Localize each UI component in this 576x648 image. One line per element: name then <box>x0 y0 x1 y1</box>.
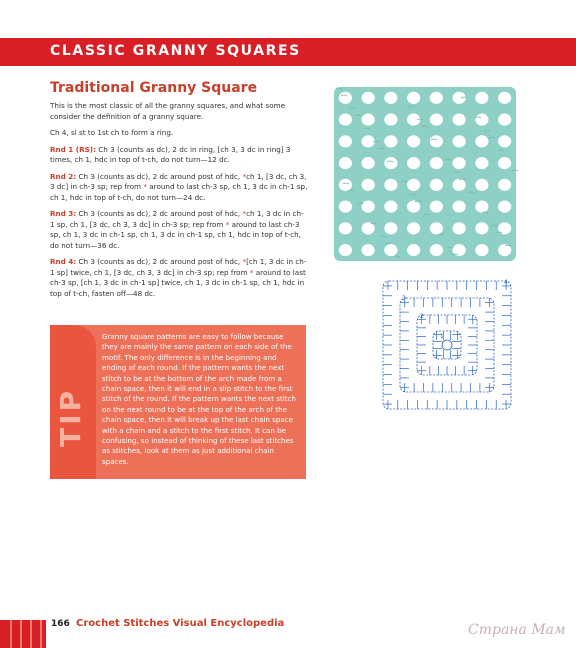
tip-text: Granny square patterns are easy to follow because they are mainly the same pattern on each side of the motif. The only difference is in the beginning and ending of each round. If the pattern wants the next stitch to be at the bottom of the arch made from a chain space, then it will end in a slip stitch to the first stitch of the round. If the pattern wants the next stitch on the next round to be at the top of the arch of the chain space, then it will break up the last chain space with a chain and a stitch to the first stitch. It can be confusing, so instead of thinking of these last stitches as stitches, look at them as just additional chain spaces. <box>102 332 296 466</box>
yarn-hole <box>407 222 420 234</box>
yarn-hole <box>475 201 488 213</box>
round-3-instruction <box>50 209 308 251</box>
yarn-hole <box>453 222 466 234</box>
repeat-star: * <box>225 219 230 229</box>
round-label: Rnd 1 (RS): <box>50 144 96 154</box>
article-title: Traditional Granny Square <box>50 80 258 96</box>
tip-box <box>50 325 306 479</box>
round-text: Ch 3 (counts as dc), 2 dc around post of hdc, <box>76 171 243 181</box>
diagram-round-label: 1 <box>440 333 444 340</box>
round-1-instruction <box>50 145 308 166</box>
book-title: Crochet Stitches Visual Encyclopedia <box>76 618 285 629</box>
stitch-diagram <box>374 272 520 418</box>
yarn-hole <box>362 135 375 147</box>
yarn-hole <box>407 244 420 256</box>
tip-label: TIP <box>54 387 87 447</box>
yarn-hole <box>453 114 466 126</box>
yarn-hole <box>430 179 443 191</box>
round-text: around to last ch-3 sp, ch 1, 3 dc in ch-1 sp, ch 1, hdc in top of t-ch, do not turn—24 dc. <box>50 182 308 202</box>
yarn-hole <box>362 244 375 256</box>
round-4-instruction <box>50 257 308 299</box>
round-label: Rnd 4: <box>50 257 77 266</box>
yarn-hole <box>475 222 488 234</box>
diagram-round <box>400 298 494 392</box>
yarn-hole <box>384 135 397 147</box>
tip-side-panel <box>50 325 96 479</box>
diagram-round-label: 4 <box>504 279 508 286</box>
yarn-hole <box>339 244 352 256</box>
yarn-hole <box>362 157 375 169</box>
yarn-hole <box>498 92 511 104</box>
yarn-hole <box>407 201 420 213</box>
yarn-hole <box>430 92 443 104</box>
yarn-hole <box>407 179 420 191</box>
yarn-hole <box>384 92 397 104</box>
yarn-hole <box>453 201 466 213</box>
yarn-hole <box>475 244 488 256</box>
yarn-hole <box>339 92 352 104</box>
round-text: Ch 3 (counts as dc), 2 dc in ring, [ch 3, 3 dc in ring] 3 times, ch 1, hdc in top of t-ch, do not turn—12 dc. <box>50 144 291 164</box>
page-number: 166 <box>51 619 70 629</box>
yarn-hole <box>339 201 352 213</box>
round-text: Ch 3 (counts as dc), 2 dc around post of hdc, <box>76 257 243 266</box>
yarn-hole <box>498 135 511 147</box>
yarn-hole <box>407 157 420 169</box>
yarn-hole <box>498 201 511 213</box>
repeat-star: * <box>143 182 147 191</box>
yarn-hole <box>475 135 488 147</box>
repeat-star: * <box>249 267 254 277</box>
yarn-hole <box>430 157 443 169</box>
round-2-instruction <box>50 172 308 204</box>
yarn-hole <box>362 201 375 213</box>
yarn-hole <box>384 157 397 169</box>
repeat-star: * <box>242 257 247 266</box>
yarn-hole <box>475 92 488 104</box>
yarn-hole <box>430 135 443 147</box>
yarn-hole <box>498 157 511 169</box>
round-text: Ch 3 (counts as dc), 2 dc around post of hdc, <box>76 209 243 218</box>
yarn-hole <box>453 92 466 104</box>
yarn-hole <box>339 135 352 147</box>
round-text: [ch 1, 3 dc in ch-1 sp] twice, ch 1, [3 dc, ch 3, 3 dc] in ch-3 sp; rep from <box>50 257 307 277</box>
granny-square-photo <box>330 84 520 264</box>
setup-instruction: Ch 4, sl st to 1st ch to form a ring. <box>50 128 174 137</box>
yarn-hole <box>339 157 352 169</box>
intro-paragraph: This is the most classic of all the granny squares, and what some consider the definition of a granny square. <box>50 101 286 121</box>
yarn-hole <box>384 244 397 256</box>
footer-color-bar <box>0 620 46 648</box>
yarn-hole <box>362 114 375 126</box>
section-banner <box>0 38 576 66</box>
yarn-hole <box>498 179 511 191</box>
yarn-hole <box>453 179 466 191</box>
yarn-hole <box>475 179 488 191</box>
yarn-hole <box>453 157 466 169</box>
yarn-hole <box>475 157 488 169</box>
watermark-logo: Страна Мам <box>468 622 566 638</box>
diagram-round-label: 3 <box>402 295 406 302</box>
yarn-hole <box>430 114 443 126</box>
yarn-hole <box>384 201 397 213</box>
yarn-hole <box>384 114 397 126</box>
round-text: ch 1, [3 dc, ch 3, 3 dc] in ch-3 sp; rep from <box>50 171 307 191</box>
yarn-hole <box>430 222 443 234</box>
diagram-round <box>433 331 461 359</box>
article <box>50 80 308 305</box>
yarn-hole <box>430 244 443 256</box>
center-ring <box>442 340 452 350</box>
yarn-hole <box>339 114 352 126</box>
section-title: CLASSIC GRANNY SQUARES <box>50 43 301 59</box>
round-text: around to last ch-3 sp, ch 1, 3 dc in ch-1 sp, ch 1, 3 dc in ch-1 sp, ch 1, hdc in top of t-ch, do not turn—36 dc. <box>50 219 302 250</box>
yarn-hole <box>498 114 511 126</box>
yarn-hole <box>453 135 466 147</box>
yarn-square <box>334 87 516 261</box>
yarn-hole <box>498 244 511 256</box>
yarn-hole <box>339 222 352 234</box>
yarn-hole <box>407 92 420 104</box>
yarn-hole <box>362 222 375 234</box>
yarn-hole <box>339 179 352 191</box>
round-text: ch 1, 3 dc in ch-1 sp, ch 1, [3 dc, ch 3, 3 dc] in ch-3 sp; rep from <box>50 209 304 229</box>
round-label: Rnd 3: <box>50 209 77 218</box>
yarn-hole <box>498 222 511 234</box>
yarn-hole <box>407 135 420 147</box>
yarn-hole <box>384 222 397 234</box>
repeat-star: * <box>242 209 247 218</box>
repeat-star: * <box>242 171 247 181</box>
diagram-round-label: 2 <box>420 313 424 320</box>
yarn-hole <box>362 179 375 191</box>
yarn-hole <box>430 201 443 213</box>
yarn-hole <box>475 114 488 126</box>
round-label: Rnd 2: <box>50 171 77 181</box>
yarn-hole <box>384 179 397 191</box>
round-text: around to last ch-3 sp, [ch 1, 3 dc in ch-1 sp] twice, ch 1, 3 dc in ch-1 sp, ch 1, hdc in top of t-ch, fasten off—48 dc. <box>50 267 306 298</box>
yarn-hole <box>362 92 375 104</box>
